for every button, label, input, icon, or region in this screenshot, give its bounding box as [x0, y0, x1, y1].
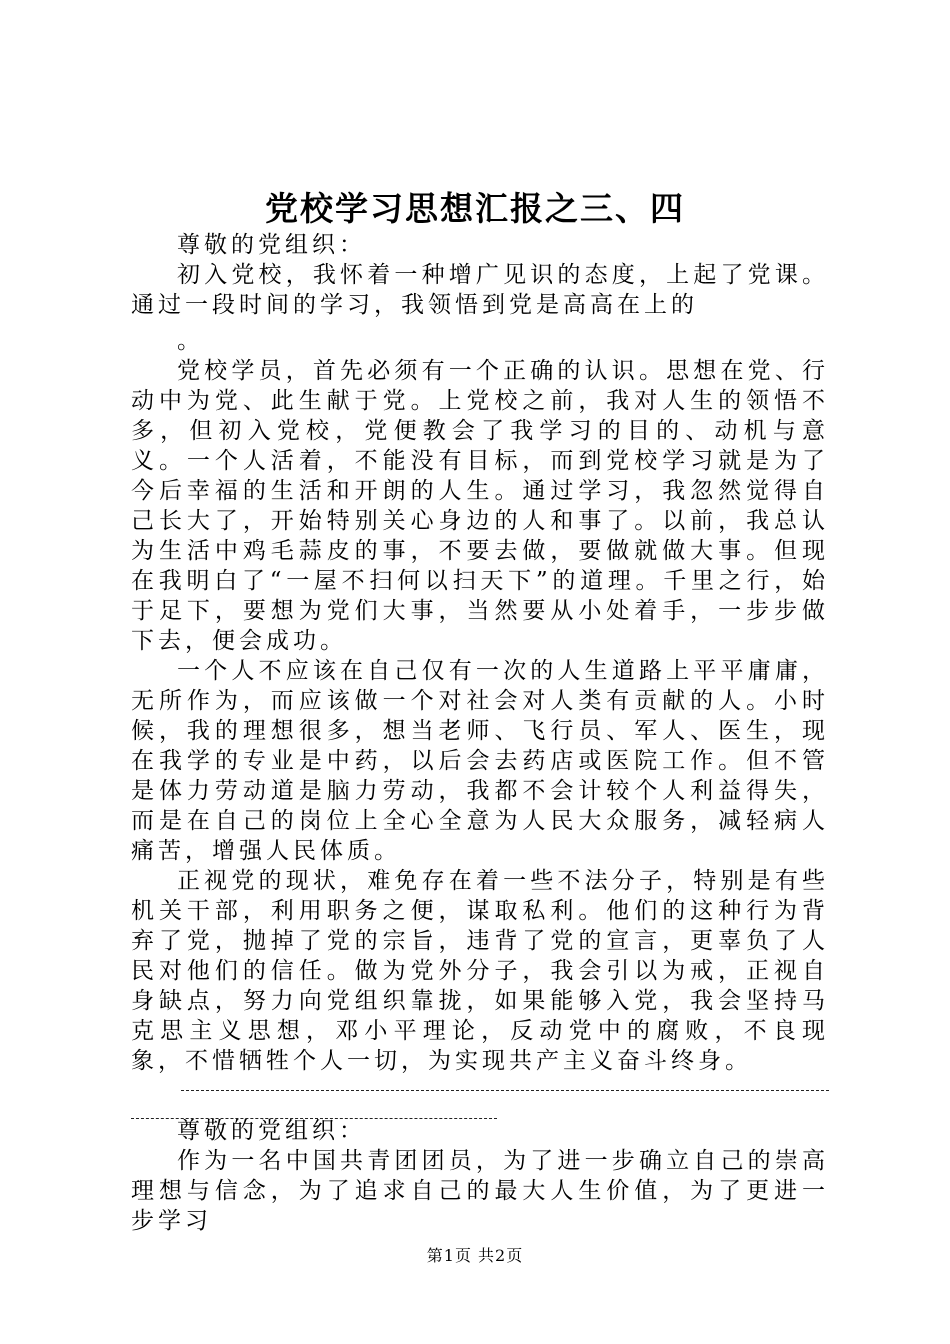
dashed-separator [131, 1082, 829, 1116]
paragraph: 正视党的现状，难免存在着一些不法分子，特别是有些机关干部，利用职务之便，谋取私利。他们的这种行为背弃了党，抛掉了党的宗旨，违背了党的宣言，更辜负了人民对他们的信任。做为党外分子，我会引以为戒，正视自身缺点，努力向党组织靠拢，如果能够入党，我会坚持马克思主义思想，邓小平理论，反动党中的腐败，不良现象，不惜牺牲个人一切，为实现共产主义奋斗终身。 [131, 868, 829, 1074]
paragraph: 一个人不应该在自己仅有一次的人生道路上平平庸庸，无所作为，而应该做一个对社会对人类有贡献的人。小时候，我的理想很多，想当老师、飞行员、军人、医生，现在我学的专业是中药，以后会去药店或医院工作。但不管是体力劳动道是脑力劳动，我都不会计较个人利益得失，而是在自己的岗位上全心全意为人民大众服务，减轻病人痛苦，增强人民体质。 [131, 658, 829, 864]
paragraph-end-mark: 。 [177, 328, 204, 354]
paragraph: 党校学员，首先必须有一个正确的认识。思想在党、行动中为党、此生献于党。上党校之前，我对人生的领悟不多，但初入党校，党便教会了我学习的目的、动机与意义。一个人活着，不能没有目标，而到党校学习就是为了今后幸福的生活和开朗的人生。通过学习，我忽然觉得自己长大了，开始特别关心身边的人和事了。以前，我总认为生活中鸡毛蒜皮的事，不要去做，要做就做大事。但现在我明白了“一屋不扫何以扫天下”的道理。千里之行，始于足下，要想为党们大事，当然要从小处着手，一步步做下去，便会成功。 [131, 358, 829, 654]
salutation: 尊敬的党组织： [177, 232, 366, 258]
salutation: 尊敬的党组织： [177, 1118, 366, 1144]
document-body [131, 230, 829, 1236]
dashed-line-2 [131, 1118, 497, 1119]
document-title: 党校学习思想汇报之三、四 [265, 189, 685, 228]
page-number: 第1页 共2页 [426, 1246, 524, 1265]
dashed-line-1 [181, 1090, 829, 1091]
paragraph: 作为一名中国共青团团员，为了进一步确立自己的崇高理想与信念，为了追求自己的最大人生价值，为了更进一步学习 [131, 1148, 829, 1234]
paragraph: 初入党校，我怀着一种增广见识的态度，上起了党课。通过一段时间的学习，我领悟到党是高高在上的 [131, 262, 829, 318]
